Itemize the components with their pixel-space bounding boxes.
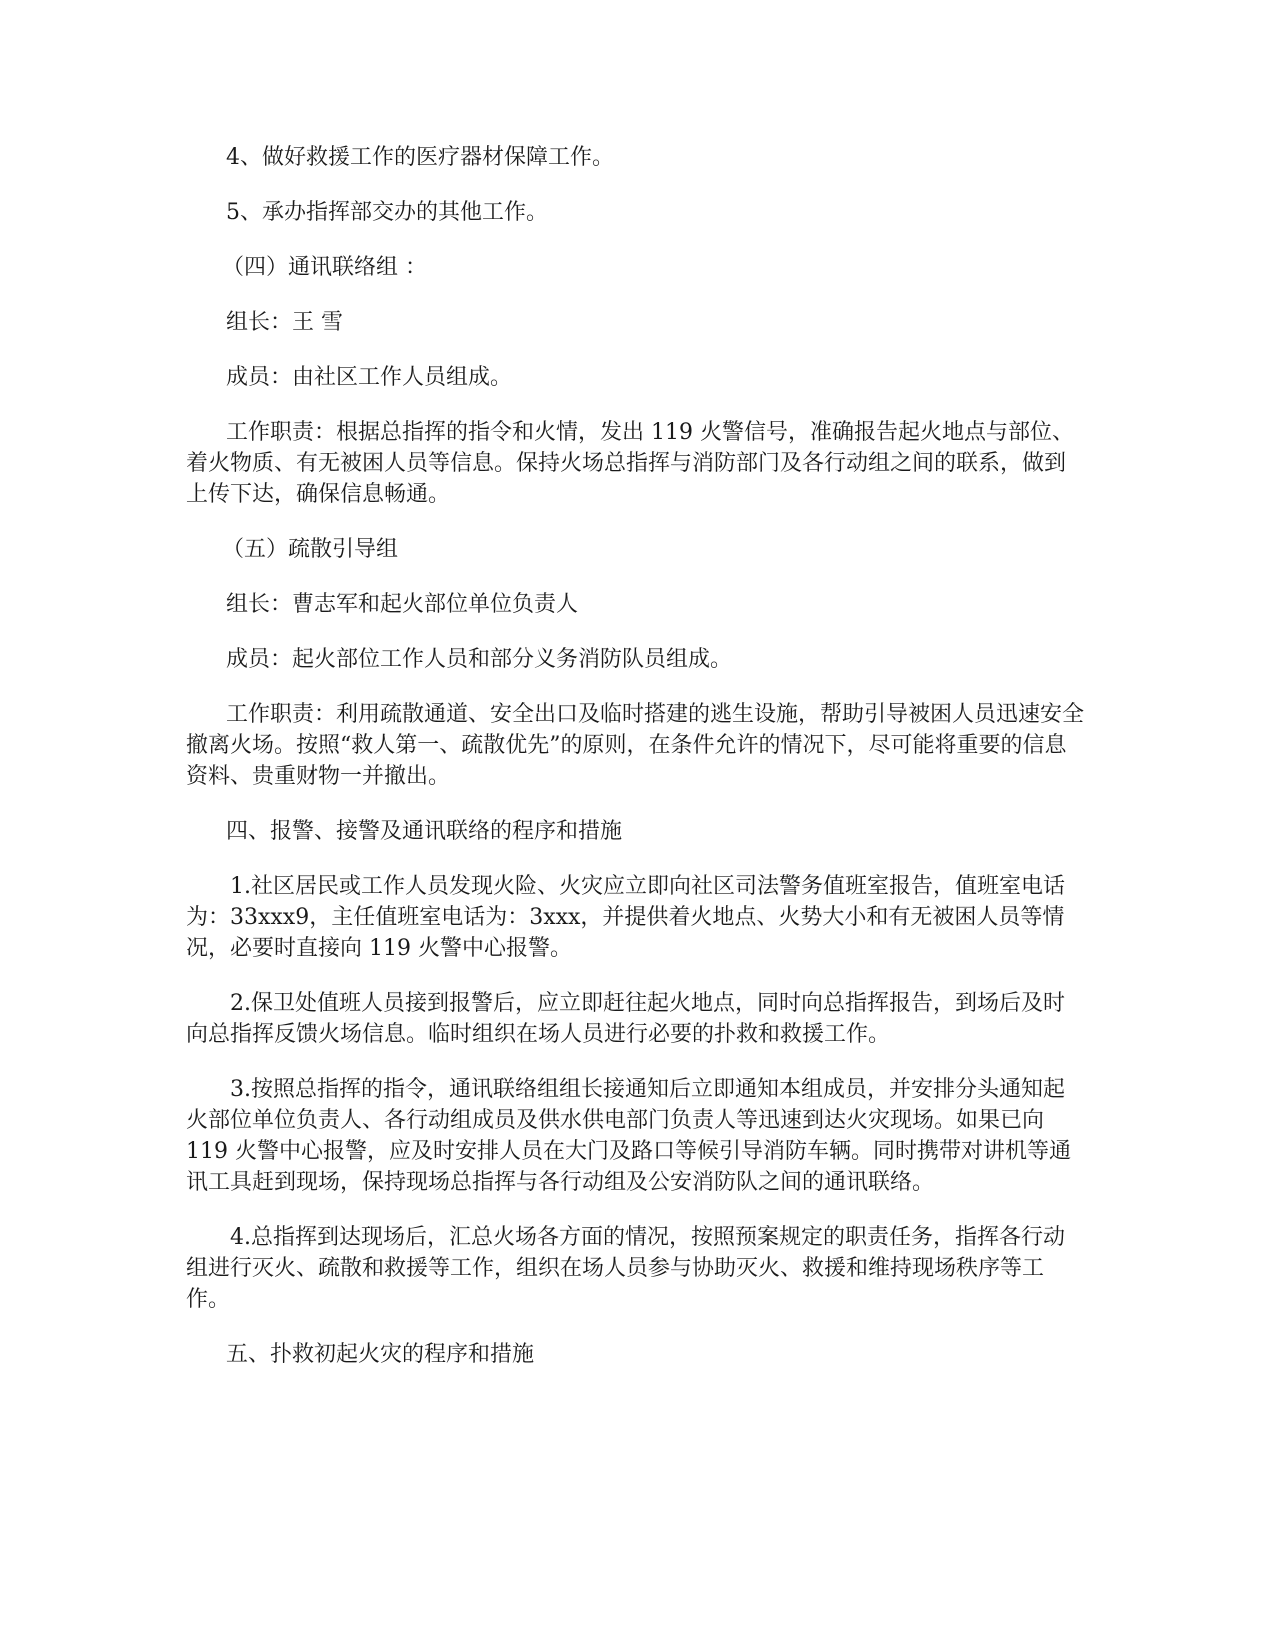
procedure-step-1: 1.社区居民或工作人员发现火险、火灾应立即向社区司法警务值班室报告，值班室电话为：33xxx9，主任值班室电话为：3xxx，并提供着火地点、火势大小和有无被困人员等情况，必要时直接向 119 火警中心报警。 (186, 874, 1065, 961)
procedure-step-4: 4.总指挥到达现场后，汇总火场各方面的情况，按照预案规定的职责任务，指挥各行动组进行灭火、疏散和救援等工作，组织在场人员参与协助灭火、救援和维持现场秩序等工作。 (186, 1225, 1065, 1312)
group-members-evacuation: 成员：起火部位工作人员和部分义务消防队员组成。 (226, 647, 733, 672)
group-members-communication: 成员：由社区工作人员组成。 (226, 365, 513, 390)
duties-evacuation: 工作职责：利用疏散通道、安全出口及临时搭建的逃生设施，帮助引导被困人员迅速安全撤离火场。按照“救人第一、疏散优先”的原则，在条件允许的情况下，尽可能将重要的信息资料、贵重财物一并撤出。 (186, 702, 1085, 789)
document-body (186, 142, 1086, 1394)
procedure-step-2: 2.保卫处值班人员接到报警后，应立即赶往起火地点，同时向总指挥报告，到场后及时向总指挥反馈火场信息。临时组织在场人员进行必要的扑救和救援工作。 (186, 991, 1065, 1047)
section-heading-firefighting-procedures: 五、扑救初起火灾的程序和措施 (226, 1342, 535, 1367)
procedure-step-3: 3.按照总指挥的指令，通讯联络组组长接通知后立即通知本组成员，并安排分头通知起火部位单位负责人、各行动组成员及供水供电部门负责人等迅速到达火灾现场。如果已向 119 火警中心报警，应及时安排人员在大门及路口等候引导消防车辆。同时携带对讲机等通讯工具赶到现场，保持现场总指挥与各行动组及公安消防队之间的通讯联络。 (186, 1077, 1071, 1195)
group-leader-evacuation: 组长：曹志军和起火部位单位负责人 (226, 592, 579, 617)
section-heading-evacuation-group: （五）疏散引导组 (222, 537, 399, 562)
section-heading-communication-group: （四）通讯联络组 ： (222, 255, 427, 280)
list-item-medical-support: 4、做好救援工作的医疗器材保障工作。 (226, 145, 614, 170)
list-item-other-tasks: 5、承办指挥部交办的其他工作。 (226, 200, 548, 225)
section-heading-alarm-procedures: 四、报警、接警及通讯联络的程序和措施 (226, 819, 623, 844)
duties-communication: 工作职责：根据总指挥的指令和火情，发出 119 火警信号，准确报告起火地点与部位、着火物质、有无被困人员等信息。保持火场总指挥与消防部门及各行动组之间的联系，做到上传下达，确保信息畅通。 (186, 420, 1074, 507)
group-leader-communication: 组长：王 雪 (226, 310, 343, 335)
